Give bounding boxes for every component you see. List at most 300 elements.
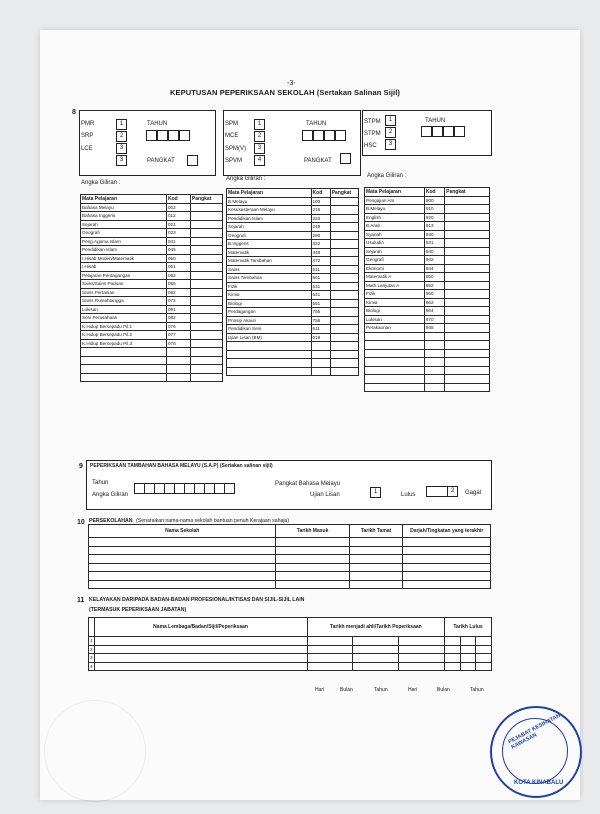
subject-name: B.Melayu — [365, 205, 425, 214]
subject-code: 002 — [167, 203, 191, 212]
subject-code — [311, 350, 330, 359]
year-digit-box[interactable] — [157, 130, 168, 141]
grade-cell[interactable] — [190, 280, 222, 289]
date-cell[interactable] — [476, 637, 492, 646]
grade-cell[interactable] — [190, 237, 222, 246]
subject-code: 021 — [167, 220, 191, 229]
table-row — [227, 367, 359, 376]
subject-code: 920 — [424, 213, 444, 222]
qualification-cell[interactable] — [94, 645, 307, 654]
grade-cell[interactable] — [445, 264, 490, 273]
table-row — [89, 637, 492, 646]
subject-code: 050 — [167, 254, 191, 263]
school-cell[interactable] — [89, 563, 276, 572]
table-row — [89, 546, 491, 555]
table-row — [89, 662, 492, 671]
qualification-cell[interactable] — [94, 637, 307, 646]
stamp-text-top: PEJABAT KESIHATAN KAWASAN — [507, 712, 562, 751]
grade-cell[interactable] — [445, 196, 490, 205]
subject-name: Pengajian Am — [365, 196, 425, 205]
column-header: Nama Lembaga/Badan/Sijil/Peperiksaan — [94, 618, 307, 637]
angka-giliran-label: Angka Giliran : — [226, 176, 266, 182]
school-cell[interactable] — [403, 538, 491, 547]
grade-cell[interactable] — [190, 229, 222, 238]
grade-cell[interactable] — [190, 305, 222, 314]
grade-cell[interactable] — [445, 281, 490, 290]
date-cell[interactable] — [353, 645, 399, 654]
subject-name: Matematik Tambahan — [227, 257, 312, 266]
grade-cell[interactable] — [190, 212, 222, 221]
table-row — [365, 205, 490, 214]
date-cell[interactable] — [460, 645, 476, 654]
grade-cell[interactable] — [445, 324, 490, 333]
subject-code: 942 — [424, 256, 444, 265]
grade-cell[interactable] — [190, 339, 222, 348]
school-cell[interactable] — [349, 538, 403, 547]
grade-cell[interactable] — [330, 240, 358, 249]
subject-code: 103 — [311, 197, 330, 206]
grade-cell[interactable] — [445, 298, 490, 307]
grade-cell[interactable] — [190, 254, 222, 263]
school-cell[interactable] — [89, 572, 276, 581]
subject-code: 023 — [167, 229, 191, 238]
grade-cell[interactable] — [445, 383, 490, 392]
subject-name: Matematik A — [365, 273, 425, 282]
tahun-label: TAHUN — [306, 121, 327, 127]
subject-name: Ekonomi — [365, 264, 425, 273]
date-cell[interactable] — [353, 662, 399, 671]
grade-cell[interactable] — [330, 231, 358, 240]
subject-name: Sejarah — [81, 220, 167, 229]
year-digit-box[interactable] — [324, 130, 335, 141]
lulus-code-box[interactable]: 1 — [370, 487, 381, 498]
date-cell[interactable] — [353, 637, 399, 646]
table-row — [365, 239, 490, 248]
pangkat-box[interactable] — [340, 153, 351, 164]
subject-code: 091 — [167, 305, 191, 314]
subject-code: 952 — [424, 281, 444, 290]
date-cell[interactable] — [445, 637, 461, 646]
grade-cell[interactable] — [330, 316, 358, 325]
subject-name: Pendidikan Islam — [81, 246, 167, 255]
grade-cell[interactable] — [330, 367, 358, 376]
grade-cell[interactable] — [330, 206, 358, 215]
candidate-number-box[interactable] — [224, 483, 235, 494]
pangkat-box[interactable] — [187, 155, 198, 166]
date-label: Tahun — [470, 687, 484, 693]
date-cell[interactable] — [307, 654, 353, 663]
subject-name — [81, 373, 167, 382]
subject-name: Sains Tambahan — [227, 274, 312, 283]
date-cell[interactable] — [460, 654, 476, 663]
date-cell[interactable] — [445, 654, 461, 663]
grade-cell[interactable] — [445, 290, 490, 299]
grade-cell[interactable] — [330, 308, 358, 317]
exam-code-box[interactable]: 1 — [385, 115, 396, 126]
subject-code: 948 — [424, 324, 444, 333]
table-row — [227, 231, 359, 240]
date-cell[interactable] — [353, 654, 399, 663]
column-header: Tarikh menjadi ahli/Tarikh Peperiksaan — [307, 618, 444, 637]
table-row — [365, 324, 490, 333]
grade-cell[interactable] — [330, 291, 358, 300]
grade-cell[interactable] — [445, 341, 490, 350]
subject-code — [424, 383, 444, 392]
gagal-code-box[interactable]: 2 — [447, 486, 458, 497]
subject-name: Biologi — [365, 307, 425, 316]
table-row — [227, 333, 359, 342]
date-cell[interactable] — [399, 645, 445, 654]
date-cell[interactable] — [445, 662, 461, 671]
grade-cell[interactable] — [330, 325, 358, 334]
grade-cell[interactable] — [445, 307, 490, 316]
exam-code-box[interactable]: 2 — [254, 131, 265, 142]
table-row — [227, 291, 359, 300]
subject-name: Bahasa Inggeris — [81, 212, 167, 221]
subject-code: 249 — [311, 223, 330, 232]
section-11-sublabel: (TERMASUK PEPERIKSAAN JABATAN) — [89, 607, 187, 613]
year-digit-box[interactable] — [168, 130, 179, 141]
tahun-label: TAHUN — [147, 121, 168, 127]
subject-name: Geografi — [81, 229, 167, 238]
table-row — [81, 365, 223, 374]
subject-code — [311, 359, 330, 368]
subject-name: B.Inggeris — [227, 240, 312, 249]
table-row — [81, 280, 223, 289]
subject-name: Sains/Sains Paduan — [81, 280, 167, 289]
subject-name — [227, 367, 312, 376]
school-cell[interactable] — [89, 555, 276, 564]
exam-code-box[interactable]: 1 — [116, 119, 127, 130]
year-digit-box[interactable] — [179, 130, 190, 141]
column-header: Mata Pelajaran — [81, 195, 167, 204]
subject-name — [227, 359, 312, 368]
school-cell[interactable] — [276, 555, 349, 564]
table-row — [89, 538, 491, 547]
grade-cell[interactable] — [445, 375, 490, 384]
result-box[interactable] — [426, 486, 448, 497]
subject-name: Matematik — [227, 248, 312, 257]
subject-name: Seni Perusahaan — [81, 314, 167, 323]
grade-cell[interactable] — [190, 373, 222, 382]
section-11-label: KELAYAKAN DARIPADA BADAN-BADAN PROFESIONAL/IKTISAS DAN SIJIL-SIJIL LAIN — [89, 597, 305, 603]
table-row — [365, 366, 490, 375]
subject-name: I.Hisab — [81, 263, 167, 272]
grade-cell[interactable] — [330, 299, 358, 308]
date-cell[interactable] — [399, 654, 445, 663]
date-cell[interactable] — [307, 637, 353, 646]
table-row — [81, 373, 223, 382]
year-digit-box[interactable] — [454, 126, 465, 137]
table-row — [81, 271, 223, 280]
table-row — [81, 288, 223, 297]
grade-cell[interactable] — [190, 263, 222, 272]
school-cell[interactable] — [89, 546, 276, 555]
right-exam-label: HSC — [364, 143, 377, 149]
grade-cell[interactable] — [330, 223, 358, 232]
subject-name: Usuludin — [365, 239, 425, 248]
date-label: Bulan — [340, 687, 353, 693]
subject-name: Geografi — [365, 256, 425, 265]
exam-code-box[interactable]: 3 — [116, 155, 127, 166]
grade-cell[interactable] — [330, 214, 358, 223]
subject-name — [227, 350, 312, 359]
table-header-row — [89, 618, 492, 637]
table-row — [89, 555, 491, 564]
grade-cell[interactable] — [190, 297, 222, 306]
row-number: 2 — [90, 646, 93, 652]
school-cell[interactable] — [89, 538, 276, 547]
school-cell[interactable] — [349, 555, 403, 564]
table-row — [365, 307, 490, 316]
date-cell[interactable] — [307, 645, 353, 654]
school-cell[interactable] — [349, 572, 403, 581]
exam-code-box[interactable]: 3 — [385, 139, 396, 150]
subject-name — [365, 341, 425, 350]
table-row — [227, 257, 359, 266]
table-header-row — [227, 189, 359, 198]
grade-cell[interactable] — [190, 288, 222, 297]
table-row — [365, 273, 490, 282]
subject-code: 076 — [167, 322, 191, 331]
right-subject-table — [364, 187, 490, 392]
subject-name: Kimia — [365, 298, 425, 307]
table-row — [365, 298, 490, 307]
subject-code: 041 — [167, 237, 191, 246]
grade-cell[interactable] — [445, 315, 490, 324]
subject-name: Perdagangan — [227, 308, 312, 317]
table-row — [365, 247, 490, 256]
column-header: Darjah/Tingkatan yang terakhir — [403, 525, 491, 538]
subject-code — [424, 349, 444, 358]
year-digit-box[interactable] — [432, 126, 443, 137]
school-cell[interactable] — [89, 580, 276, 589]
subject-name: B.Melayu — [227, 197, 312, 206]
date-cell[interactable] — [307, 662, 353, 671]
mid-exam-label: SPM(V) — [225, 146, 246, 152]
subject-name — [365, 358, 425, 367]
page-number: -3- — [287, 80, 296, 87]
grade-cell[interactable] — [190, 220, 222, 229]
ujian-lisan-label: Ujian Lisan — [310, 492, 340, 498]
subject-name: Kimia — [227, 291, 312, 300]
table-row — [365, 256, 490, 265]
subject-name — [365, 383, 425, 392]
grade-cell[interactable] — [445, 213, 490, 222]
subject-code: 045 — [167, 246, 191, 255]
column-header: Kod — [424, 188, 444, 197]
column-header: Pangkat — [330, 189, 358, 198]
table-row — [227, 214, 359, 223]
exam-code-box[interactable]: 3 — [254, 143, 265, 154]
mid-exam-box — [223, 110, 361, 176]
grade-cell[interactable] — [445, 205, 490, 214]
year-digit-box[interactable] — [421, 126, 432, 137]
date-label: Tahun — [374, 687, 388, 693]
grade-cell[interactable] — [445, 239, 490, 248]
school-cell[interactable] — [349, 563, 403, 572]
subject-name: Fizik — [227, 282, 312, 291]
table-row — [365, 358, 490, 367]
subject-code: 910 — [424, 205, 444, 214]
subject-code: 018 — [311, 333, 330, 342]
grade-cell[interactable] — [330, 350, 358, 359]
date-cell[interactable] — [476, 645, 492, 654]
subject-code: 551 — [311, 299, 330, 308]
subject-code: 078 — [167, 339, 191, 348]
subject-code — [167, 348, 191, 357]
grade-cell[interactable] — [330, 342, 358, 351]
date-cell[interactable] — [476, 662, 492, 671]
date-cell[interactable] — [445, 645, 461, 654]
subject-name: K.Hidup Bersepadu Pil.3 — [81, 339, 167, 348]
table-row — [81, 220, 223, 229]
subject-code: 964 — [424, 307, 444, 316]
subject-name: K.Hidup Bersepadu Pil.1 — [81, 322, 167, 331]
school-cell[interactable] — [403, 572, 491, 581]
subject-code: 055 — [167, 280, 191, 289]
subject-code: 077 — [167, 331, 191, 340]
grade-cell[interactable] — [445, 222, 490, 231]
subject-code: 215 — [311, 206, 330, 215]
table-row — [81, 356, 223, 365]
subject-name — [227, 342, 312, 351]
qualification-cell[interactable] — [94, 662, 307, 671]
date-cell[interactable] — [460, 637, 476, 646]
qualification-table — [88, 617, 492, 671]
tahun-label: TAHUN — [425, 118, 446, 124]
grade-cell[interactable] — [445, 230, 490, 239]
year-digit-box[interactable] — [146, 130, 157, 141]
grade-cell[interactable] — [445, 256, 490, 265]
grade-cell[interactable] — [190, 356, 222, 365]
school-cell[interactable] — [276, 546, 349, 555]
school-cell[interactable] — [276, 580, 349, 589]
grade-cell[interactable] — [330, 333, 358, 342]
grade-cell[interactable] — [445, 358, 490, 367]
subject-code: 913 — [424, 222, 444, 231]
subject-name: Lukisan — [365, 315, 425, 324]
grade-cell[interactable] — [445, 349, 490, 358]
subject-code: 931 — [424, 239, 444, 248]
section-10-label: PERSEKOLAHAN — [89, 518, 133, 524]
grade-cell[interactable] — [190, 331, 222, 340]
grade-cell[interactable] — [190, 246, 222, 255]
grade-cell[interactable] — [445, 273, 490, 282]
subject-name: Ujian Lisan (BM) — [227, 333, 312, 342]
pangkat-label: PANGKAT — [147, 158, 175, 164]
grade-cell[interactable] — [190, 271, 222, 280]
subject-name: English — [365, 213, 425, 222]
subject-code — [424, 375, 444, 384]
school-cell[interactable] — [403, 555, 491, 564]
subject-code: 280 — [311, 231, 330, 240]
school-cell[interactable] — [276, 563, 349, 572]
grade-cell[interactable] — [330, 282, 358, 291]
grade-cell[interactable] — [190, 314, 222, 323]
grade-cell[interactable] — [445, 332, 490, 341]
school-cell[interactable] — [276, 538, 349, 547]
school-cell[interactable] — [276, 572, 349, 581]
section-9-number: 9 — [79, 463, 83, 470]
exam-code-box[interactable]: 4 — [254, 155, 265, 166]
subject-code: 223 — [311, 214, 330, 223]
table-row — [81, 254, 223, 263]
subject-code — [167, 365, 191, 374]
subject-name: B.Arab — [365, 222, 425, 231]
date-cell[interactable] — [460, 662, 476, 671]
year-digit-box[interactable] — [313, 130, 324, 141]
year-digit-box[interactable] — [302, 130, 313, 141]
subject-name — [365, 349, 425, 358]
grade-cell[interactable] — [330, 248, 358, 257]
subject-code: 531 — [311, 282, 330, 291]
table-row — [81, 339, 223, 348]
subject-name: I.Hisab Moden/Matematik — [81, 254, 167, 263]
mid-exam-label: SPM — [225, 121, 239, 127]
left-subject-table — [80, 194, 223, 382]
subject-name: Sejarah — [227, 223, 312, 232]
table-row — [89, 563, 491, 572]
section-8-number: 8 — [72, 109, 76, 116]
exam-code-box[interactable]: 1 — [254, 119, 265, 130]
date-cell[interactable] — [399, 662, 445, 671]
qualification-cell[interactable] — [94, 654, 307, 663]
grade-cell[interactable] — [190, 348, 222, 357]
school-cell[interactable] — [403, 580, 491, 589]
subject-name: Perakaunan — [365, 324, 425, 333]
grade-cell[interactable] — [330, 257, 358, 266]
subject-name — [81, 356, 167, 365]
date-cell[interactable] — [476, 654, 492, 663]
grade-cell[interactable] — [445, 366, 490, 375]
table-row — [227, 342, 359, 351]
subject-code: 072 — [167, 297, 191, 306]
grade-cell[interactable] — [330, 274, 358, 283]
grade-cell[interactable] — [330, 265, 358, 274]
section-9-label: PEPERIKSAAN TAMBAHAN BAHASA MELAYU (S.A.P) (Sertakan salinan sijil) — [90, 463, 273, 469]
exam-code-box[interactable]: 2 — [385, 127, 396, 138]
table-row — [227, 223, 359, 232]
page-title: KEPUTUSAN PEPERIKSAAN SEKOLAH (Sertakan Salinan Sijil) — [170, 88, 401, 97]
subject-code — [424, 332, 444, 341]
grade-cell[interactable] — [190, 365, 222, 374]
school-table — [88, 524, 491, 589]
exam-code-box[interactable]: 3 — [116, 143, 127, 154]
school-cell[interactable] — [349, 580, 403, 589]
office-stamp — [490, 706, 582, 798]
school-cell[interactable] — [349, 546, 403, 555]
subject-name — [365, 375, 425, 384]
school-cell[interactable] — [403, 546, 491, 555]
subject-code — [424, 341, 444, 350]
school-cell[interactable] — [403, 563, 491, 572]
table-row — [81, 305, 223, 314]
year-digit-box[interactable] — [443, 126, 454, 137]
grade-cell[interactable] — [445, 247, 490, 256]
mid-exam-label: SPVM — [225, 158, 243, 164]
exam-code-box[interactable]: 2 — [116, 131, 127, 142]
subject-name: Pendidikan Seni — [227, 325, 312, 334]
grade-cell[interactable] — [190, 322, 222, 331]
grade-cell[interactable] — [330, 359, 358, 368]
year-digit-box[interactable] — [335, 130, 346, 141]
column-header: Nama Sekolah — [89, 525, 276, 538]
date-cell[interactable] — [399, 637, 445, 646]
grade-cell[interactable] — [190, 203, 222, 212]
grade-cell[interactable] — [330, 197, 358, 206]
table-row — [227, 206, 359, 215]
